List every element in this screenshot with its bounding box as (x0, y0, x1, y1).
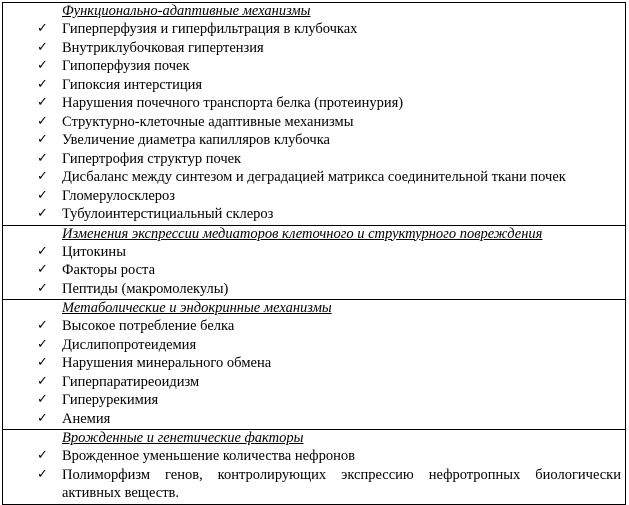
list-item-text: Гиперурекимия (62, 392, 159, 408)
section-item-list (7, 447, 621, 503)
section-cell (3, 3, 626, 226)
checkmark-icon: ✓ (37, 448, 48, 463)
section-item-list (7, 317, 621, 428)
checkmark-icon: ✓ (37, 169, 48, 184)
list-item (7, 150, 621, 169)
list-item-text: Анемия (62, 410, 111, 427)
list-item-text: Гиперперфузия и гиперфильтрация в клубочках (62, 21, 358, 37)
mechanisms-table-body (3, 3, 626, 505)
list-item-text: Дислипопротеидемия (62, 336, 197, 353)
list-item (7, 187, 621, 206)
mechanisms-table (2, 2, 626, 505)
list-item-text: Нарушения почечного транспорта белка (протеинурия) (62, 95, 404, 111)
checkmark-icon: ✓ (37, 95, 48, 110)
list-item-text: Цитокины (62, 243, 126, 260)
checkmark-icon: ✓ (37, 318, 48, 333)
list-item (7, 447, 621, 466)
checkmark-icon: ✓ (37, 39, 48, 55)
list-item (7, 280, 621, 299)
list-item (7, 466, 621, 503)
list-item (7, 39, 621, 58)
list-item (7, 410, 621, 429)
checkmark-icon: ✓ (37, 113, 48, 129)
list-item-text: Тубулоинтерстициальный склероз (62, 206, 274, 222)
list-item (7, 373, 621, 392)
checkmark-icon: ✓ (37, 392, 48, 407)
list-item (7, 168, 621, 187)
checkmark-icon: ✓ (37, 243, 48, 259)
section-title: Функционально-адаптивные механизмы (62, 3, 311, 19)
list-item-text: Высокое потребление белка (62, 318, 235, 334)
list-item-text: Дисбаланс между синтезом и деградацией матрикса соединительной ткани почек (62, 169, 566, 185)
checkmark-icon: ✓ (37, 150, 48, 166)
checkmark-icon: ✓ (37, 410, 48, 426)
checkmark-icon: ✓ (37, 76, 48, 92)
list-item-text: Увеличение диаметра капилляров клубочка (62, 132, 330, 148)
section-row (3, 300, 626, 430)
list-item-text: Гипертрофия структур почек (62, 150, 242, 167)
list-item (7, 94, 621, 113)
section-cell (3, 430, 626, 505)
list-item (7, 261, 621, 280)
list-item (7, 20, 621, 39)
checkmark-icon: ✓ (37, 262, 48, 277)
checkmark-icon: ✓ (37, 336, 48, 352)
list-item (7, 336, 621, 355)
section-item-list (7, 243, 621, 299)
list-item-text: Гипоперфузия почек (62, 58, 190, 74)
section-title: Метаболические и эндокринные механизмы (62, 300, 332, 316)
checkmark-icon: ✓ (37, 132, 48, 147)
checkmark-icon: ✓ (37, 58, 48, 73)
section-cell (3, 225, 626, 300)
section-row (3, 430, 626, 505)
section-cell (3, 300, 626, 430)
section-title: Врожденные и генетические факторы (62, 430, 304, 446)
list-item-text: Врожденное уменьшение количества нефронов (62, 448, 355, 464)
checkmark-icon: ✓ (37, 206, 48, 221)
checkmark-icon: ✓ (37, 373, 48, 389)
list-item-text: Гломерулосклероз (62, 187, 176, 204)
section-row (3, 3, 626, 226)
list-item (7, 57, 621, 76)
section-title: Изменения экспрессии медиаторов клеточного и структурного повреждения (62, 225, 543, 242)
list-item-text: Гиперпаратиреоидизм (62, 373, 200, 390)
list-item (7, 391, 621, 410)
checkmark-icon: ✓ (37, 355, 48, 370)
list-item (7, 113, 621, 132)
list-item-text: Нарушения минерального обмена (62, 355, 272, 371)
checkmark-icon: ✓ (37, 466, 48, 482)
section-row (3, 225, 626, 300)
list-item-text: Факторы роста (62, 262, 156, 278)
list-item-text: Пептиды (макромолекулы) (62, 280, 229, 297)
list-item (7, 205, 621, 224)
list-item-text: Внутриклубочковая гипертензия (62, 39, 264, 56)
checkmark-icon: ✓ (37, 280, 48, 296)
section-item-list (7, 20, 621, 224)
list-item (7, 76, 621, 95)
list-item (7, 354, 621, 373)
list-item (7, 131, 621, 150)
checkmark-icon: ✓ (37, 187, 48, 203)
list-item (7, 243, 621, 262)
list-item-text: Гипоксия интерстиция (62, 76, 203, 93)
list-item-text: Структурно-клеточные адаптивные механизмы (62, 113, 354, 130)
list-item (7, 317, 621, 336)
checkmark-icon: ✓ (37, 21, 48, 36)
list-item-text: Полиморфизм генов, контролирующих экспрессию нефротропных биологически активных веществ. (62, 466, 621, 501)
